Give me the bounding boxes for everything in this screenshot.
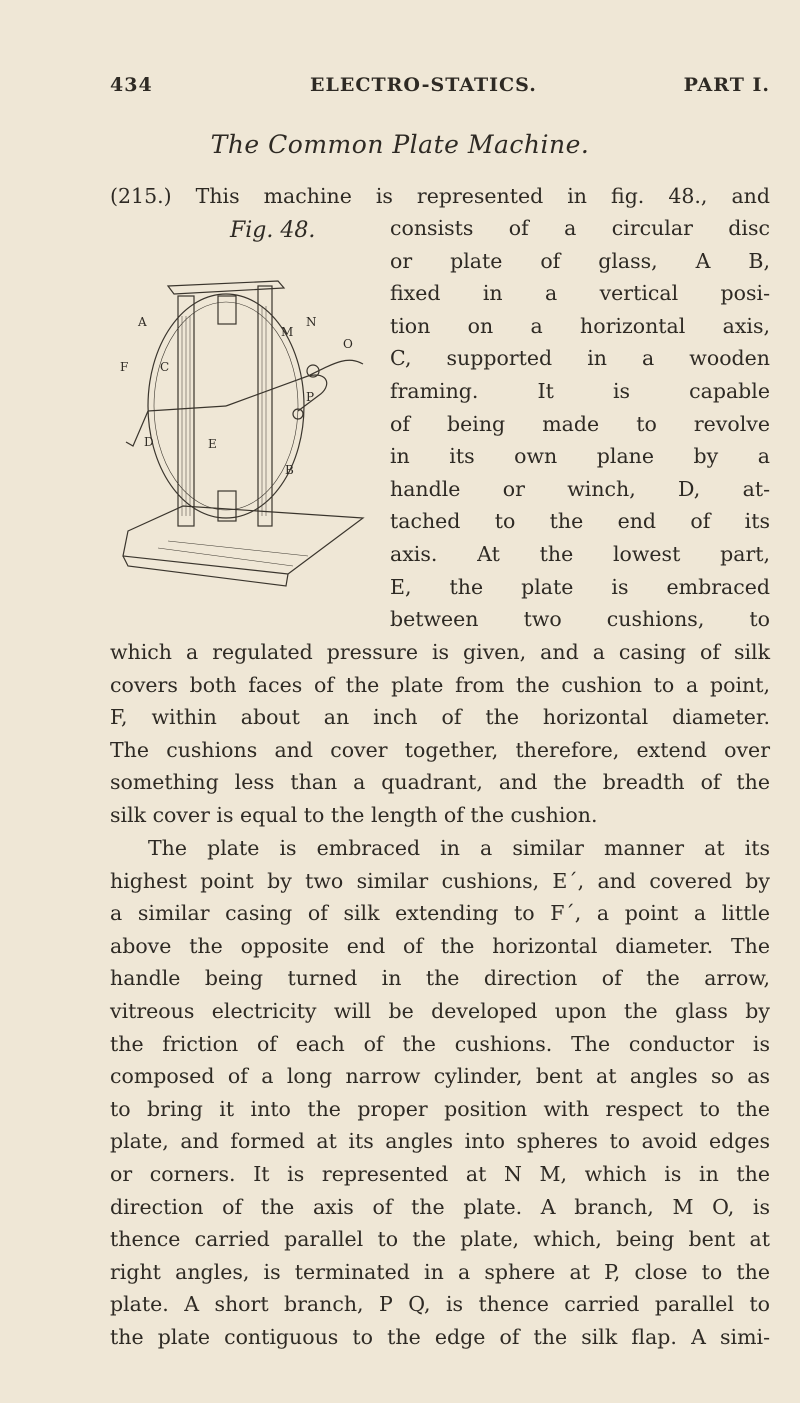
text-line: the friction of each of the cushions. The conductor is [110,1031,770,1056]
cushion-upper [218,296,236,324]
text-line: highest point by two similar cushions, E´, and covered by [110,868,770,893]
text-line: above the opposite end of the horizontal diameter. The [110,933,770,958]
text-line: tion on a horizontal axis, [390,313,770,338]
label-p: P [306,390,315,404]
text-line: something less than a quadrant, and the breadth of the [110,770,770,795]
base-platform [123,506,363,574]
label-e: E [208,437,217,451]
text-line: vitreous electricity will be developed upon the glass by [110,998,770,1023]
plate-machine-illustration [108,256,378,616]
label-n: N [306,315,317,329]
text-line: framing. It is capable [390,378,770,403]
text-line: handle or winch, D, at- [390,476,770,501]
text-line: the plate contiguous to the edge of the silk flap. A simi- [110,1324,770,1349]
text-line: tached to the end of its [390,509,770,534]
cushion-lower [218,491,236,521]
part-label: PART I. [683,74,770,96]
running-head [110,74,770,104]
text-line: direction of the axis of the plate. A branch, M O, is [110,1194,770,1219]
text-line: handle being turned in the direction of the arrow, [110,966,770,991]
text-line: or plate of glass, A B, [390,248,770,273]
text-line: axis. At the lowest part, [390,541,770,566]
text-line: plate, and formed at its angles into spheres to avoid edges [110,1129,770,1154]
text-line: or corners. It is represented at N M, which is in the [110,1161,770,1186]
label-f: F [120,360,129,374]
label-c: C [160,360,170,374]
text-line: consists of a circular disc [390,216,770,240]
text-line: between two cushions, to [390,607,770,632]
section-title: The Common Plate Machine. [210,130,590,159]
text-line: a similar casing of silk extending to F´, a point a little [110,901,770,926]
text-line: which a regulated pressure is given, and a casing of silk [110,640,770,664]
text-line: in its own plane by a [390,444,770,469]
label-o: O [343,337,353,351]
figure-48 [108,218,378,618]
text-line: to bring it into the proper position with respect to the [110,1096,770,1121]
text-line: silk cover is equal to the length of the cushion. [110,802,598,827]
text-line: C, supported in a wooden [390,346,770,371]
text-line: The cushions and cover together, therefore, extend over [110,737,770,762]
text-line: covers both faces of the plate from the cushion to a point, [110,672,770,697]
page-number: 434 [110,74,153,96]
running-title: ELECTRO-STATICS. [310,74,537,96]
paragraph-1-wrapped [390,212,770,636]
label-d: D [144,435,154,449]
paragraph-2 [110,832,770,1354]
text-line: The plate is embraced in a similar manner at its [148,836,770,860]
figure-caption: Fig. 48. [230,218,316,243]
label-b: B [285,463,294,477]
paragraph-1-first-line: (215.) This machine is represented in fig. 48., and [110,184,770,208]
frame-right-post [258,286,272,526]
text-line: F, within about an inch of the horizontal diameter. [110,705,770,730]
text-line: fixed in a vertical posi- [390,281,770,306]
label-m: M [281,325,294,339]
label-a: A [138,315,147,329]
text-line: of being made to revolve [390,411,770,436]
text-line: right angles, is terminated in a sphere at P, close to the [110,1259,770,1284]
paragraph-1-full [110,636,770,832]
text-line: composed of a long narrow cylinder, bent at angles so as [110,1064,770,1089]
text-line: E, the plate is embraced [390,574,770,599]
text-line: thence carried parallel to the plate, which, being bent at [110,1227,770,1252]
text-line: plate. A short branch, P Q, is thence carried parallel to [110,1292,770,1317]
